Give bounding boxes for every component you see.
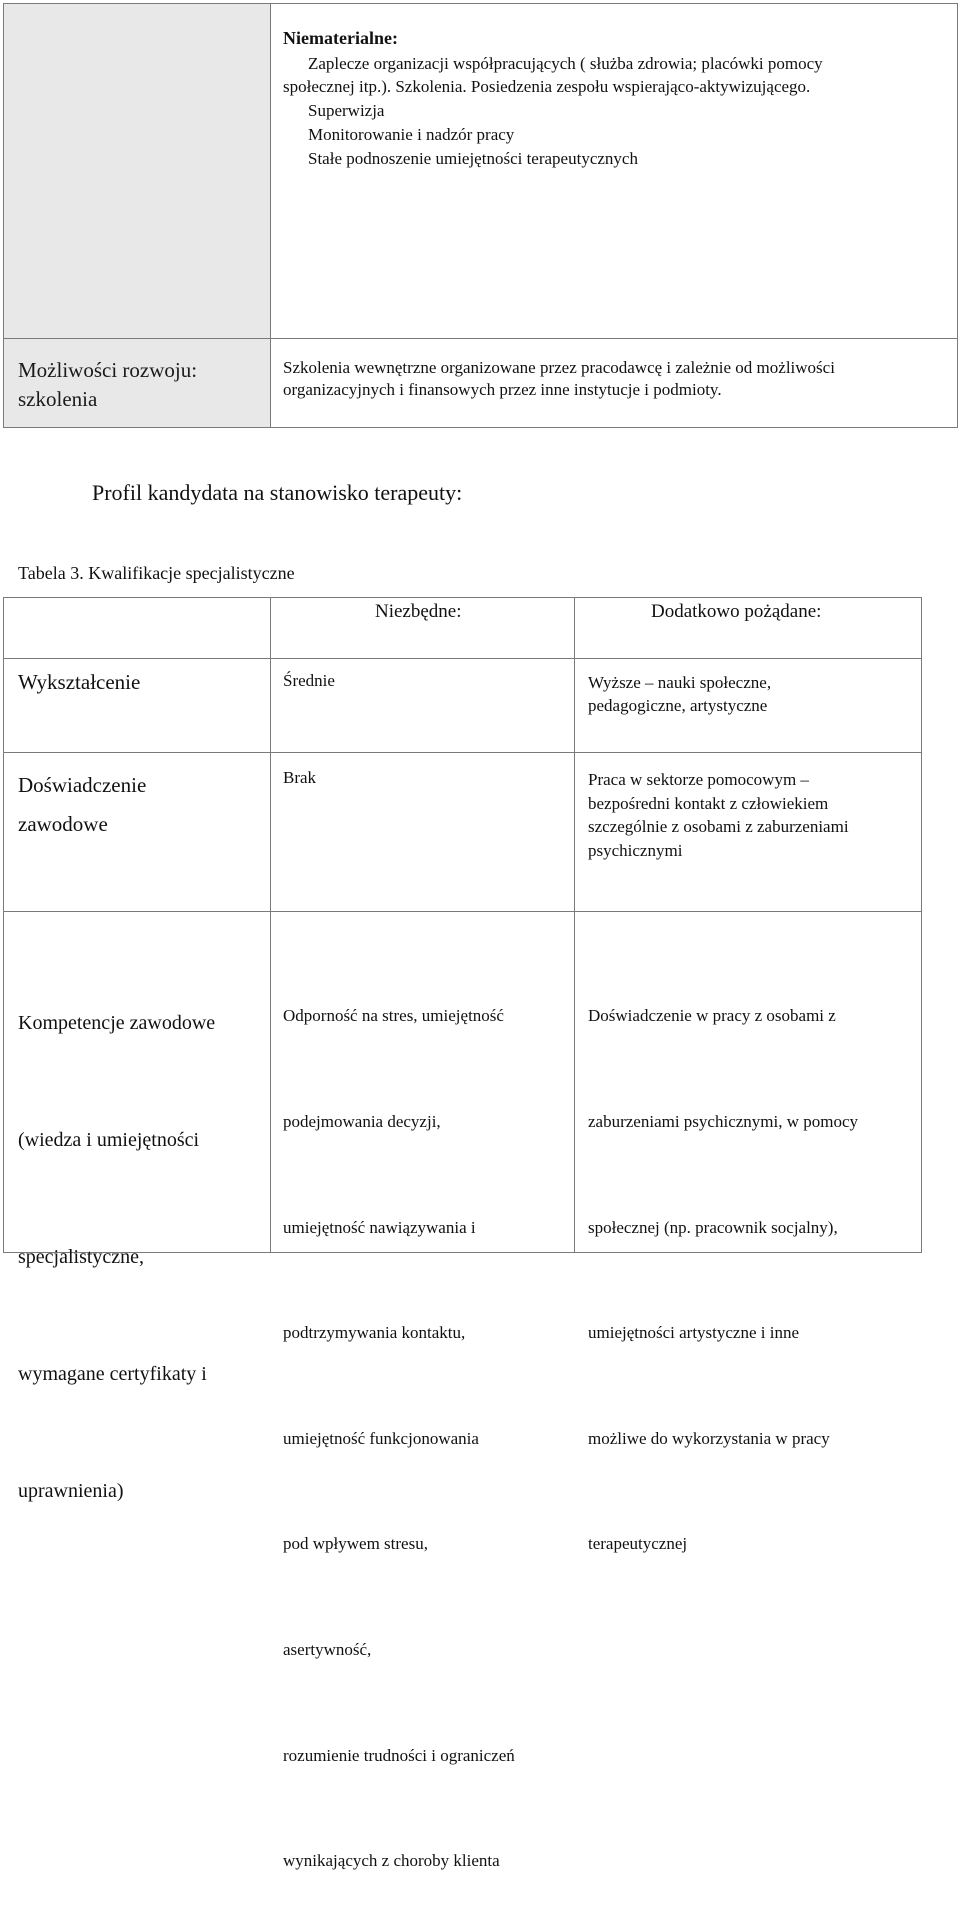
cell-line: Praca w sektorze pomocowym –: [588, 770, 809, 789]
cell-line: uprawnienia): [18, 1480, 124, 1502]
niematerialne-line: Monitorowanie i nadzór pracy: [308, 125, 515, 144]
row-niezbedne-wyksztalcenie: Średnie: [283, 671, 335, 690]
cell-line: (wiedza i umiejętności: [18, 1129, 200, 1151]
cell-line: bezpośredni kontakt z człowiekiem: [588, 793, 829, 813]
cell-line: asertywność,: [283, 1640, 372, 1660]
top-left-empty-cell: [3, 3, 271, 339]
niematerialne-line: Zaplecze organizacji współpracujących ( służba zdrowia; placówki pomocy: [308, 54, 823, 73]
cell-line: Doświadczenie: [18, 773, 147, 797]
cell-line: psychicznymi: [588, 840, 683, 860]
cell-line: Odporność na stres, umiejętność: [283, 1006, 504, 1026]
rozwoj-label-line: Możliwości rozwoju:: [18, 358, 198, 382]
cell-line: Kompetencje zawodowe: [18, 1012, 216, 1034]
row-niezbedne-doswiadczenie: Brak: [283, 768, 317, 787]
table3-header-dodatkowo: Dodatkowo pożądane:: [651, 601, 822, 622]
row-label-wyksztalcenie: Wykształcenie: [18, 670, 141, 694]
cell-line: wymagane certyfikaty i: [18, 1363, 207, 1385]
cell-line: Wyższe – nauki społeczne,: [588, 673, 772, 692]
cell-line: terapeutycznej: [588, 1534, 688, 1554]
niematerialne-text-rest: [283, 75, 810, 171]
rozwoj-label: [18, 356, 197, 414]
niematerialne-line: Superwizja: [308, 101, 385, 120]
cell-line: podtrzymywania kontaktu,: [283, 1323, 466, 1343]
table3-header-niezbedne: Niezbędne:: [375, 601, 462, 622]
cell-line: umiejętność funkcjonowania: [283, 1428, 479, 1448]
row-dodatkowo-kompetencje: [588, 928, 858, 1597]
cell-line: podejmowania decyzji,: [283, 1112, 441, 1132]
cell-line: pedagogiczne, artystyczne: [588, 696, 768, 715]
cell-line: zawodowe: [18, 812, 108, 836]
cell-line: możliwe do wykorzystania w pracy: [588, 1428, 830, 1448]
profil-heading: Profil kandydata na stanowisko terapeuty:: [92, 480, 463, 505]
niematerialne-line: społecznej itp.). Szkolenia. Posiedzenia zespołu wspierająco-aktywizującego.: [283, 77, 811, 96]
cell-line: szczególnie z osobami z zaburzeniami: [588, 817, 849, 836]
table3-header-empty: [3, 597, 271, 659]
cell-line: pod wpływem stresu,: [283, 1534, 428, 1554]
row-label-kompetencje: [18, 926, 215, 1550]
niematerialne-label: Niematerialne:: [283, 28, 398, 48]
cell-line: Doświadczenie w pracy z osobami z: [588, 1006, 836, 1026]
niematerialne-text: [308, 52, 823, 76]
cell-line: specjalistyczne,: [18, 1246, 145, 1268]
rozwoj-text-line: Szkolenia wewnętrzne organizowane przez pracodawcę i zależnie od możliwości: [283, 358, 835, 377]
table-caption: Tabela 3. Kwalifikacje specjalistyczne: [18, 563, 295, 583]
cell-line: rozumienie trudności i ograniczeń: [283, 1745, 515, 1765]
cell-line: umiejętność nawiązywania i: [283, 1217, 476, 1237]
cell-line: wynikających z choroby klienta: [283, 1851, 500, 1871]
row-niezbedne-kompetencje: [283, 928, 515, 1914]
cell-line: społecznej (np. pracownik socjalny),: [588, 1217, 838, 1237]
rozwoj-text: [283, 357, 835, 401]
row-dodatkowo-wyksztalcenie: [588, 671, 771, 717]
row-label-doswiadczenie: [18, 766, 146, 844]
row-dodatkowo-doswiadczenie: [588, 768, 849, 862]
niematerialne-line: Stałe podnoszenie umiejętności terapeutycznych: [308, 149, 638, 168]
cell-line: umiejętności artystyczne i inne: [588, 1323, 800, 1343]
rozwoj-label-line: szkolenia: [18, 387, 98, 411]
cell-line: zaburzeniami psychicznymi, w pomocy: [588, 1112, 859, 1132]
rozwoj-text-line: organizacyjnych i finansowych przez inne instytucje i podmioty.: [283, 380, 722, 399]
